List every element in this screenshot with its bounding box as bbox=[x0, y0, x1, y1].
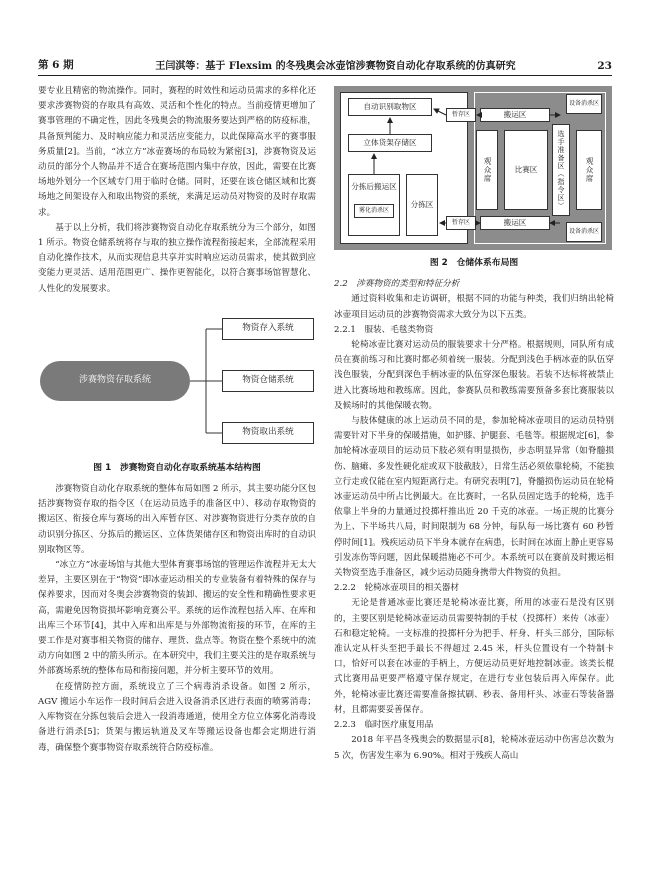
mist-disinfect-zone: 雾化消杀区 bbox=[354, 204, 394, 218]
device-disinfect-top: 设备消杀区 bbox=[566, 94, 602, 114]
device-disinfect-bottom: 设备消杀区 bbox=[566, 222, 602, 242]
paragraph: 要专业且精密的物流操作。同时，赛程的时效性和运动员需求的多样化还要求涉赛物资的存取具有高效、灵活和个性化的特点。当前疫情更增加了赛事管理的不确定性，因此冬残奥会的物流服务要达到严格的防疫标准，具备预判能力、及时响应能力和灵活应变能力，以此保障高水平的赛事服务质量[2]。当前，“冰立方”冰壶赛场的布局较为紧密[3]，涉赛物资及运动员的部分个人物品并不适合在赛场范围内集中存放，因此，需要在比赛场地外划分一个区域专门用于临时仓储。同时，还要在该仓储区域和比赛场地之间架设存入和取出物资的系统，来满足运动员对物资的及时存取需求。 bbox=[38, 86, 316, 218]
page-number: 23 bbox=[597, 60, 612, 72]
move-zone-top: 搬运区 bbox=[480, 108, 550, 122]
section-heading: 2.2.3 临时医疗康复用品 bbox=[334, 720, 434, 731]
deposit-system-box: 物资存入系统 bbox=[222, 318, 314, 340]
paragraph: 涉赛物资自动化存取系统的整体布局如图 2 所示，其主要功能分区包括涉赛物资存取的指令区（在运动员选手的准备区中）、移动存取物资的搬运区、衔接仓库与赛场的出入库暂存区、对涉赛物资进行分类存放的自动识别分拣区、分拣后的搬运区、立体货架储存区和物资出库时的自动识别取物区等。 bbox=[38, 484, 316, 555]
paragraph: 2018 年平昌冬残奥会的数据显示[8]，轮椅冰壶运动中伤害总次数为 5 次，伤害发生率为 6.90%。相对于残疾人高山 bbox=[334, 735, 614, 761]
paragraph: 与肢体健康的冰上运动员不同的是，参加轮椅冰壶项目的运动员特别需要针对下半身的保暖措施，如护膝、护腿套、毛毯等。根据规定[6]，参加轮椅冰壶项目的运动员下肢必须有明显损伤，步态明显异常（如脊髓损伤、脑瘫、多发性硬化症或双下肢截肢），日常生活必须依靠轮椅，不能独立行走或仅能在室内短距离行走。有研究表明[7]，脊髓损伤运动员在轮椅冰壶运动员中所占比例最大。在比赛时，一名队员固定选手的轮椅，选手依靠上半身的力量通过投掷杆推出近 20 千克的冰壶。一场正规的比赛分为上、下半场共八局，时间限制为 68 分钟，每队每一场比赛有 60 秒暂停时间[1]。残疾运动员下半身本就存在病患，长时间在冰面上静止更容易引发冻伤等问题，因此保暖措施必不可少。本系统可以在赛前及时搬运相关物资至选手准备区，减少运动员随身携带大件物资的负担。 bbox=[334, 416, 614, 579]
figure-2-caption: 图 2 仓储体系布局图 bbox=[429, 258, 519, 268]
running-title: 王闫淇等：基于 Flexsim 的冬残奥会冰壶馆涉赛物资自动化存取系统的仿真研究 bbox=[155, 61, 516, 72]
section-heading: 2.2.2 轮椅冰壶项目的相关器材 bbox=[334, 583, 459, 594]
storage-system-box: 物资仓储系统 bbox=[222, 370, 314, 392]
section-heading: 2.2 涉赛物资的类型和特征分析 bbox=[334, 279, 460, 290]
paragraph: 无论是普通冰壶比赛还是轮椅冰壶比赛，所用的冰壶石是没有区别的，主要区别是轮椅冰壶运动员需要特制的手杖（投掷杆）来传（冰壶）石和稳定轮椅。一支标准的投掷杆分为把手、杆身、杆头三部分，国际标准认定从杆头至把手最长不得超过 2.45 米，杆头位置设有一个特制卡口，恰好可以套在冰壶的手柄上，方便运动员更好地控制冰壶。该类长棍式比赛用品更要严格遵守保存规定，在进行专业包装后再入库保存。此外，轮椅冰壶比赛还需要准备擦拭刷、秒表、备用杆头、冰壶石等装备器材，且都需要妥善保存。 bbox=[334, 598, 614, 715]
issue-label: 第 6 期 bbox=[38, 59, 74, 71]
system-root-node: 涉赛物资存取系统 bbox=[40, 361, 190, 401]
running-header bbox=[38, 56, 612, 72]
competition-zone: 比赛区 bbox=[504, 130, 548, 210]
rack-storage-zone: 立体货架存储区 bbox=[348, 134, 432, 152]
temp-storage-top: 暂存区 bbox=[446, 108, 476, 122]
audience-right: 观众席 bbox=[576, 130, 602, 210]
paragraph: 通过资料收集和走访调研，根据不同的功能与种类，我们归纳出轮椅冰壶项目运动员的涉赛物资需求大致分为以下五类。 bbox=[334, 294, 614, 320]
paragraph: “冰立方”冰壶场馆与其他大型体育赛事场馆的管理运作流程并无太大差异，主要区别在于“物资”即冰壶运动相关的专业装备有着特殊的保存与保养要求，因而对冬奥会涉赛物资的装卸、搬运的安全性和精确性要求更高，需避免因物资损坏影响竞赛公平。系统的运作流程包括入库、在库和出库三个环节[4]，其中入库和出库是与外部物流衔接的环节，在库的主要工作是对赛事相关物资的储存、理货、盘点等。物资在整个系统中的流动方向如图 2 中的箭头所示。在本研究中，我们主要关注的是存取系统与外部赛场系统的整体布局和衔接问题，并分析主要环节的效用。 bbox=[38, 560, 316, 677]
right-column bbox=[334, 84, 614, 764]
temp-storage-bottom: 暂存区 bbox=[446, 216, 476, 230]
header-rule bbox=[38, 75, 612, 76]
figure-2 bbox=[334, 84, 614, 252]
auto-id-zone: 自动识别取物区 bbox=[348, 98, 432, 116]
move-zone-bottom: 搬运区 bbox=[480, 216, 550, 230]
figure-1 bbox=[38, 307, 316, 457]
paragraph: 轮椅冰壶比赛对运动员的服装要求十分严格。根据规则，同队所有成员在赛前练习和比赛时都必须着统一服装。分配到浅色手柄冰壶的队伍穿浅色服装，分配到深色手柄冰壶的队伍穿深色服装。若装不达标将被禁止进入比赛场地和教练席。因此，参赛队员和教练需要预备多套比赛服装以及候场时的其他保暖衣物。 bbox=[334, 340, 614, 411]
paragraph: 在疫情防控方面，系统设立了三个病毒消杀设备。如图 2 所示，AGV 搬运小车运作一段时间后会进入设备消杀区进行表面的喷雾消毒；入库物资在分拣包装后会进入一段消毒通道，使用全方位立体雾化消毒设备进行消杀[5]；货架与搬运轨道及叉车等搬运设备也都会定期进行消毒，确保整个赛事物资存取系统符合防疫标准。 bbox=[38, 681, 316, 753]
section-heading: 2.2.1 服装、毛毯类物资 bbox=[334, 324, 434, 335]
audience-left: 观众席 bbox=[476, 130, 498, 210]
prep-zone: 选手准备区（指令区） bbox=[552, 124, 570, 216]
left-column bbox=[38, 84, 316, 756]
figure-1-caption: 图 1 涉赛物资自动化存取系统基本结构图 bbox=[93, 462, 261, 473]
paragraph: 基于以上分析，我们将涉赛物资自动化存取系统分为三个部分，如图 1 所示。物资仓储系统将存与取的独立操作流程衔接起来，全部流程采用自动化操作技术，从而实现信息共享并实时响应运动员需求，使其做到应变能力更灵活、适用范围更广、操作更智能化，以符合赛事场馆智慧化、人性化的发展要求。 bbox=[38, 222, 316, 294]
retrieval-system-box: 物资取出系统 bbox=[222, 422, 314, 444]
flow-arrows bbox=[334, 84, 614, 252]
post-sort-move-label: 分拣后搬运区 bbox=[351, 182, 397, 191]
sorting-zone: 分拣区 bbox=[406, 174, 438, 236]
